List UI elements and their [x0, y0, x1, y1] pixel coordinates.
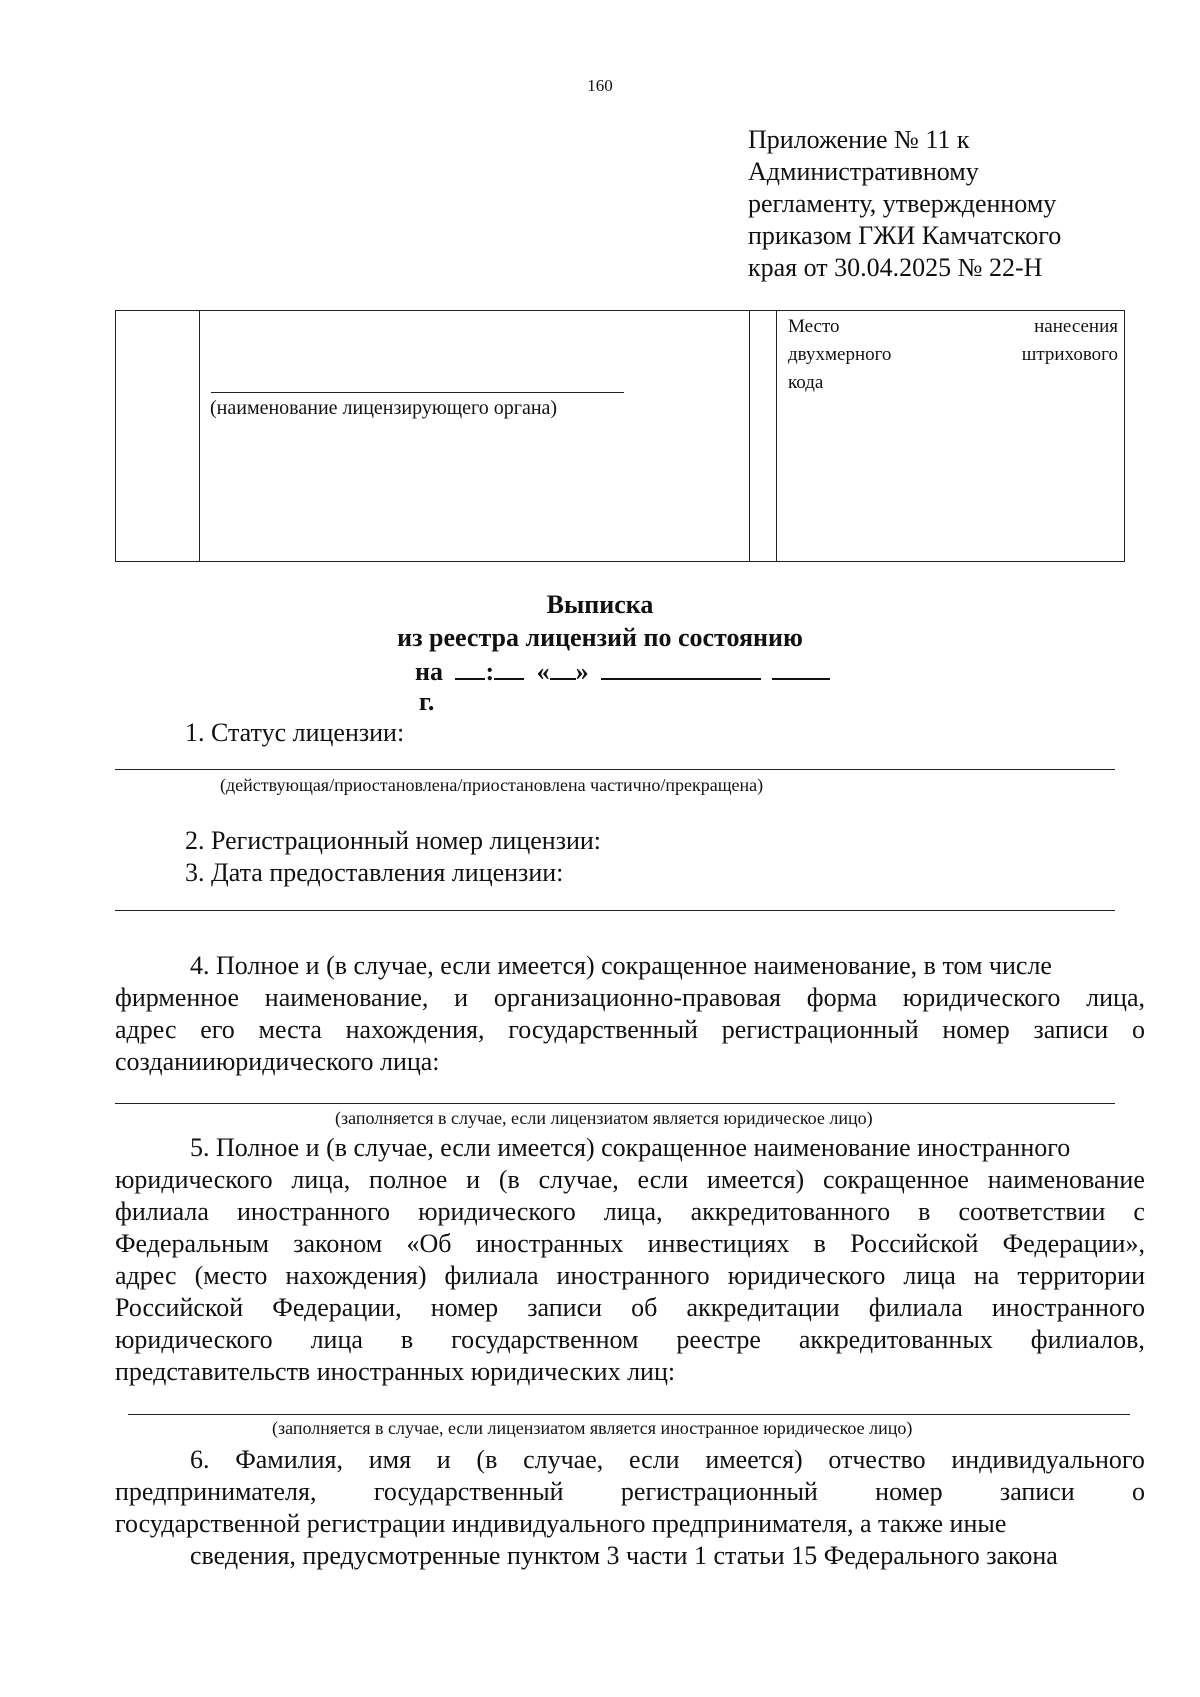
text-segment: Российской: [115, 1293, 244, 1322]
text-segment: лица,: [603, 1197, 663, 1226]
item-5-caption: (заполняется в случае, если лицензиатом является иностранное юридическое лицо): [272, 1418, 913, 1438]
item-2-label: 2. Регистрационный номер лицензии:: [185, 826, 602, 855]
text-segment: записи: [999, 1477, 1075, 1506]
text-segment: случае,: [538, 1165, 619, 1194]
date-line: [415, 656, 855, 717]
paragraph-line: [115, 1164, 1145, 1196]
text-segment: номер: [430, 1293, 499, 1322]
text-segment: случае,: [523, 1445, 604, 1474]
text-segment: имеется): [706, 1165, 805, 1194]
text-segment: форма: [806, 983, 878, 1012]
text-segment: юридического: [115, 1165, 273, 1194]
text-segment: Фамилия,: [235, 1445, 344, 1474]
text-segment: наименование: [987, 1165, 1145, 1194]
text-segment: аккредитованных: [798, 1325, 993, 1354]
text-segment: отчество: [828, 1445, 926, 1474]
item-3-label: 3. Дата предоставления лицензии:: [185, 858, 564, 887]
text-segment: аккредитованного: [690, 1197, 891, 1226]
paragraph-line: [115, 1132, 1145, 1164]
text-segment: сведения, предусмотренные пунктом 3 части 1 статьи 15 Федерального закона: [190, 1541, 1058, 1570]
appendix-line: края от 30.04.2025 № 22-Н: [748, 253, 1043, 282]
fill-line: [128, 1414, 1130, 1415]
text-segment: государственной регистрации индивидуального предпринимателя, а также иные: [115, 1509, 1007, 1538]
text-segment: места: [258, 1015, 322, 1044]
open-quote: «: [536, 657, 550, 686]
text-segment: юридического: [727, 1261, 886, 1290]
text-segment: и: [454, 983, 469, 1012]
barcode-label-word: двухмерного: [788, 344, 892, 365]
org-name-line: [211, 392, 624, 393]
text-segment: Российской: [850, 1229, 979, 1258]
fill-line: [115, 1103, 1115, 1104]
text-segment: аккредитации: [686, 1293, 840, 1322]
text-segment: записи: [1033, 1015, 1109, 1044]
text-segment: 6.: [190, 1445, 210, 1474]
text-segment: в: [813, 1229, 826, 1258]
text-segment: юридического: [902, 983, 1061, 1012]
text-segment: филиала: [444, 1261, 539, 1290]
text-segment: инвестициях: [647, 1229, 790, 1258]
appendix-header: [748, 124, 1168, 284]
text-segment: филиала: [868, 1293, 963, 1322]
text-segment: нахождения,: [345, 1015, 485, 1044]
text-segment: лица: [903, 1261, 956, 1290]
barcode-placeholder: [788, 313, 1118, 397]
paragraph-line: [115, 1540, 1145, 1572]
paragraph-line: [115, 950, 1145, 982]
text-segment: лица: [310, 1325, 363, 1354]
text-segment: юридического: [418, 1197, 576, 1226]
text-segment: соответствии: [958, 1197, 1106, 1226]
text-segment: адрес: [115, 1261, 177, 1290]
text-segment: имеется): [705, 1445, 803, 1474]
text-segment: Федерации»,: [1002, 1229, 1145, 1258]
text-segment: полное: [369, 1165, 448, 1194]
appendix-line: регламенту, утвержденному: [748, 189, 1057, 218]
text-segment: записи: [527, 1293, 603, 1322]
barcode-label-word: Место: [788, 316, 840, 337]
year-blank: [772, 656, 830, 680]
text-segment: и: [436, 1445, 451, 1474]
text-segment: иностранного: [236, 1197, 391, 1226]
hours-blank: [455, 656, 485, 680]
text-segment: (место: [194, 1261, 268, 1290]
text-segment: о: [1131, 1015, 1145, 1044]
paragraph-line: [115, 1228, 1145, 1260]
paragraph-line: [115, 982, 1145, 1014]
text-segment: предпринимателя,: [115, 1477, 317, 1506]
paragraph-line: [115, 1356, 1145, 1388]
paragraph-line: [115, 1292, 1145, 1324]
paragraph-line: [115, 1260, 1145, 1292]
minutes-blank: [494, 656, 524, 680]
paragraph-line: [115, 1444, 1145, 1476]
text-segment: индивидуального: [951, 1445, 1145, 1474]
text-segment: в: [400, 1325, 414, 1354]
barcode-label-word: штрихового: [1021, 344, 1118, 365]
barcode-label-word: кода: [788, 372, 824, 393]
text-segment: в: [918, 1197, 931, 1226]
text-segment: территории: [1017, 1261, 1145, 1290]
text-segment: (в: [476, 1445, 498, 1474]
text-segment: 4. Полное и (в случае, если имеется) сокращенное наименование, в том числе: [190, 951, 1052, 980]
text-segment: если: [637, 1165, 689, 1194]
text-segment: государственный: [373, 1477, 564, 1506]
text-segment: регистрационный: [721, 1015, 919, 1044]
text-segment: номер: [875, 1477, 943, 1506]
paragraph-line: [115, 1476, 1145, 1508]
org-name-caption: (наименование лицензирующего органа): [210, 397, 558, 419]
text-segment: филиала: [115, 1197, 209, 1226]
text-segment: (в: [498, 1165, 520, 1194]
appendix-line: Приложение № 11 к: [748, 125, 970, 154]
text-segment: номер: [942, 1015, 1010, 1044]
table-divider: [776, 311, 777, 561]
appendix-line: приказом ГЖИ Камчатского: [748, 221, 1062, 250]
text-segment: 5. Полное и (в случае, если имеется) сокращенное наименование иностранного: [190, 1133, 1071, 1162]
document-subtitle: из реестра лицензий по состоянию: [397, 623, 803, 652]
text-segment: реестре: [676, 1325, 761, 1354]
text-segment: нахождения): [285, 1261, 427, 1290]
paragraph-line: [115, 1196, 1145, 1228]
text-segment: государственном: [451, 1325, 639, 1354]
text-segment: «Об: [406, 1229, 452, 1258]
paragraph-line: [115, 1046, 1145, 1078]
text-segment: представительств иностранных юридических лиц:: [115, 1357, 676, 1386]
item-5-paragraph: [115, 1132, 1145, 1388]
appendix-line: Административному: [748, 157, 979, 186]
item-4-caption: (заполняется в случае, если лицензиатом является юридическое лицо): [335, 1108, 873, 1128]
text-segment: его: [200, 1015, 235, 1044]
text-segment: иностранного: [991, 1293, 1145, 1322]
table-divider: [199, 311, 200, 561]
table-divider: [749, 311, 750, 561]
text-segment: на: [973, 1261, 1000, 1290]
text-segment: адрес: [115, 1015, 177, 1044]
date-colon: :: [485, 657, 495, 686]
document-title: Выписка: [546, 590, 654, 619]
text-segment: государственный: [508, 1015, 698, 1044]
fill-line: [115, 910, 1115, 911]
item-1-caption: (действующая/приостановлена/приостановлена частично/прекращена): [220, 775, 764, 795]
text-segment: с: [1133, 1197, 1145, 1226]
item-6-paragraph: [115, 1444, 1145, 1572]
page-number: 160: [587, 76, 613, 95]
close-quote: »: [575, 657, 589, 686]
text-segment: лица,: [1086, 983, 1145, 1012]
text-segment: и: [466, 1165, 481, 1194]
header-table: [115, 310, 1125, 562]
text-segment: сокращенное: [823, 1165, 969, 1194]
item-1-label: 1. Статус лицензии:: [185, 718, 405, 747]
text-segment: филиалов,: [1030, 1325, 1145, 1354]
text-segment: Федеральным: [115, 1229, 269, 1258]
text-segment: организационно-правовая: [493, 983, 781, 1012]
date-prefix: на: [415, 657, 443, 686]
date-suffix: г.: [419, 687, 435, 716]
text-segment: наименование,: [264, 983, 429, 1012]
text-segment: имя: [368, 1445, 412, 1474]
month-blank: [601, 656, 761, 680]
item-4-paragraph: [115, 950, 1145, 1078]
text-segment: фирменное: [115, 983, 240, 1012]
paragraph-line: [115, 1014, 1145, 1046]
text-segment: иностранного: [556, 1261, 710, 1290]
barcode-label-word: нанесения: [1034, 316, 1118, 337]
fill-line: [115, 769, 1115, 770]
paragraph-line: [115, 1508, 1145, 1540]
text-segment: лица,: [291, 1165, 351, 1194]
text-segment: созданииюридического лица:: [115, 1047, 440, 1076]
text-segment: о: [1132, 1477, 1145, 1506]
text-segment: юридического: [115, 1325, 273, 1354]
text-segment: регистрационный: [620, 1477, 818, 1506]
text-segment: если: [628, 1445, 680, 1474]
day-blank: [550, 656, 576, 680]
text-segment: Федерации,: [272, 1293, 402, 1322]
paragraph-line: [115, 1324, 1145, 1356]
text-segment: законом: [293, 1229, 383, 1258]
text-segment: об: [631, 1293, 658, 1322]
text-segment: иностранных: [475, 1229, 624, 1258]
